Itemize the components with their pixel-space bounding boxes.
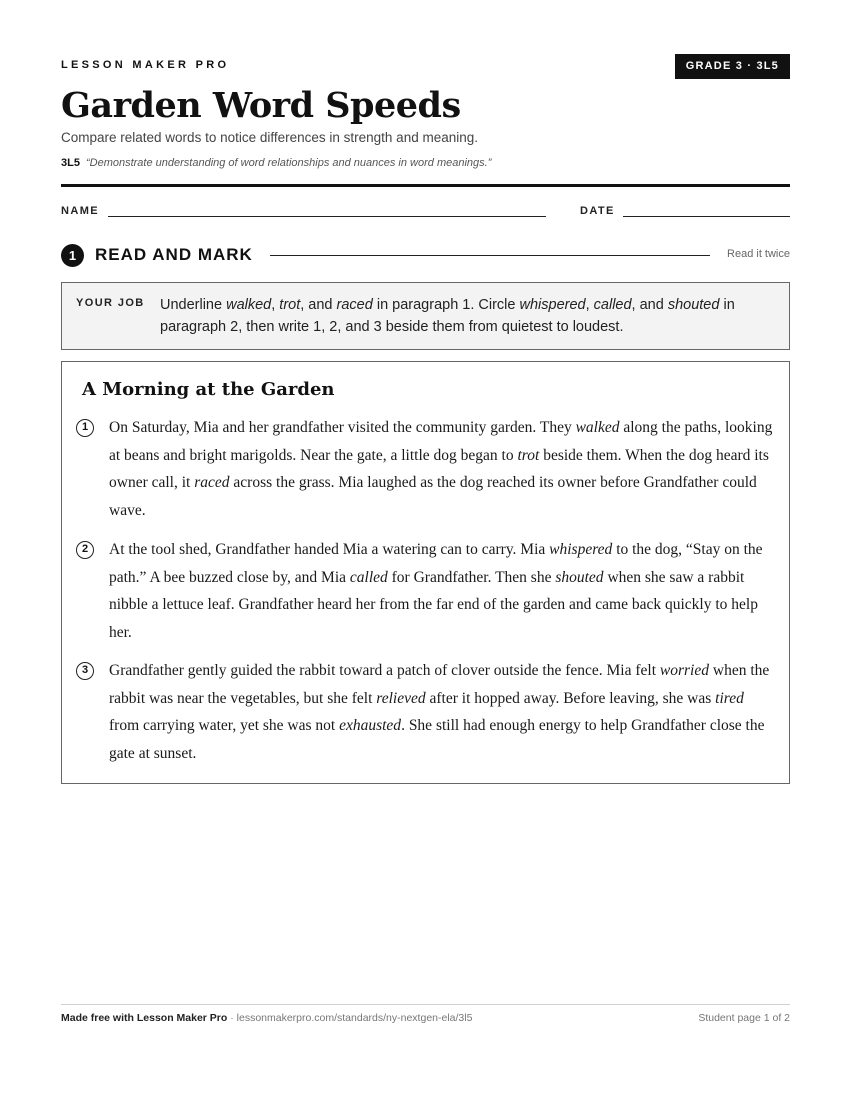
- target-word: shouted: [667, 297, 720, 313]
- target-word: exhausted: [339, 717, 402, 734]
- job-instructions: [160, 294, 772, 338]
- text-segment: beside them. When the dog heard its owner call, it: [109, 446, 769, 491]
- section-title: READ AND MARK: [95, 245, 253, 264]
- section-divider: [270, 255, 710, 256]
- target-word[interactable]: shouted: [555, 568, 604, 586]
- standard-line: [61, 157, 491, 169]
- name-field[interactable]: [108, 216, 546, 217]
- header-divider: [61, 184, 790, 187]
- text-segment: Grandfather gently guided the rabbit toward a patch of clover outside the fence. Mia felt: [109, 662, 660, 679]
- page-title: Garden Word Speeds: [61, 85, 461, 126]
- target-word: tired: [715, 689, 744, 707]
- footer-made-with: Made free with Lesson Maker Pro: [61, 1012, 228, 1024]
- text-segment: for Grandfather. Then she: [387, 568, 556, 586]
- grade-badge: GRADE 3 · 3L5: [675, 54, 790, 79]
- paragraph-number: 2: [76, 541, 94, 559]
- target-word: called: [593, 297, 632, 313]
- date-label: DATE: [580, 205, 615, 217]
- footer-credit: [61, 1012, 472, 1024]
- section-number-badge: 1: [61, 244, 84, 267]
- passage-title: A Morning at the Garden: [82, 379, 335, 400]
- job-label: YOUR JOB: [76, 297, 145, 309]
- job-text-segment: ,: [585, 297, 594, 313]
- paragraph-text: [109, 657, 774, 767]
- text-segment: across the grass. Mia laughed as the dog reached its owner before Grandfather could wave.: [109, 474, 757, 519]
- target-word[interactable]: raced: [194, 474, 230, 491]
- target-word[interactable]: whispered: [549, 541, 613, 558]
- job-text-segment: in paragraph 2, then write 1, 2, and 3 beside them from quietest to loudest.: [160, 297, 735, 335]
- standard-text: “Demonstrate understanding of word relationships and nuances in word meanings.”: [85, 157, 492, 169]
- passage-box: [61, 361, 790, 784]
- standard-code: 3L5: [61, 157, 80, 169]
- text-segment: when she saw a rabbit nibble a lettuce leaf. Grandfather heard her from the far end of the garden and came back quickly to help her.: [109, 568, 758, 641]
- text-segment: after it hopped away. Before leaving, she was: [425, 689, 716, 707]
- job-text-segment: in paragraph 1. Circle: [372, 297, 520, 313]
- job-text-segment: , and: [631, 297, 668, 313]
- target-word: whispered: [519, 297, 586, 313]
- text-segment: At the tool shed, Grandfather handed Mia a watering can to carry. Mia: [109, 541, 550, 558]
- text-segment: to the dog, “Stay on the path.” A bee buzzed close by, and Mia: [109, 541, 763, 586]
- text-segment: On Saturday, Mia and her grandfather visited the community garden. They: [109, 419, 576, 436]
- name-label: NAME: [61, 205, 99, 217]
- date-field[interactable]: [623, 216, 790, 217]
- worksheet-page: [61, 0, 790, 1100]
- paragraph-text: [109, 536, 774, 646]
- target-word: raced: [336, 297, 373, 313]
- target-word[interactable]: walked: [575, 419, 620, 436]
- job-text-segment: Underline: [160, 297, 227, 313]
- target-word: worried: [659, 662, 709, 679]
- section-note: Read it twice: [727, 248, 790, 260]
- target-word[interactable]: trot: [517, 446, 540, 464]
- page-subtitle: Compare related words to notice differences in strength and meaning.: [61, 130, 478, 145]
- text-segment: . She still had enough energy to help Grandfather close the gate at sunset.: [109, 717, 765, 762]
- paragraph-text: [109, 414, 774, 524]
- text-segment: from carrying water, yet she was not: [109, 717, 340, 734]
- footer-url: · lessonmakerpro.com/standards/ny-nextgen-ela/3l5: [227, 1012, 473, 1024]
- target-word: relieved: [376, 689, 426, 707]
- target-word[interactable]: called: [349, 568, 388, 586]
- footer-divider: [61, 1004, 790, 1005]
- job-text-segment: , and: [300, 297, 337, 313]
- target-word: walked: [226, 297, 272, 313]
- job-box: [61, 282, 790, 350]
- brand-name: LESSON MAKER PRO: [61, 59, 230, 71]
- paragraph-number: 3: [76, 662, 94, 680]
- paragraph-number: 1: [76, 419, 94, 437]
- job-text-segment: ,: [271, 297, 280, 313]
- text-segment: along the paths, looking at beans and bright marigolds. Near the gate, a little dog began to: [109, 419, 773, 464]
- footer-page-number: Student page 1 of 2: [698, 1012, 790, 1024]
- target-word: trot: [279, 297, 301, 313]
- text-segment: when the rabbit was near the vegetables, but she felt: [109, 662, 770, 707]
